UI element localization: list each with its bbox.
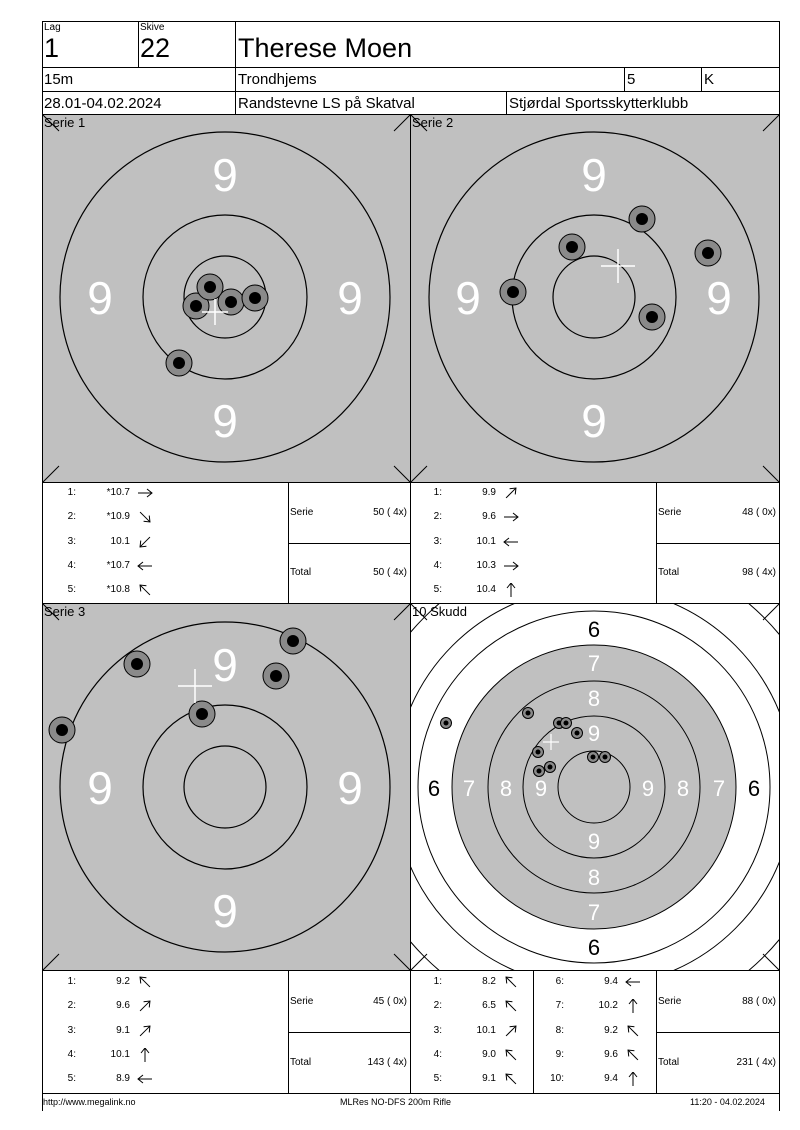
direction-arrow-icon bbox=[624, 1048, 642, 1062]
shot-row bbox=[60, 1073, 170, 1087]
serie-value: 45 ( 0x) bbox=[373, 996, 407, 1007]
shot-number: 3: bbox=[433, 1024, 442, 1036]
shot-number: 4: bbox=[433, 559, 442, 571]
direction-arrow-icon bbox=[136, 975, 154, 989]
shot-number: 5: bbox=[67, 1073, 76, 1085]
shot-number: 1: bbox=[433, 487, 442, 498]
serie-label: Serie bbox=[290, 996, 314, 1007]
shot-number: 3: bbox=[433, 535, 442, 547]
shot-score: 6.5 bbox=[482, 1000, 496, 1012]
total-value: 231 ( 4x) bbox=[736, 1057, 776, 1068]
shot-row bbox=[426, 536, 536, 550]
lag-label: Lag bbox=[44, 22, 61, 33]
shot-score: 9.1 bbox=[482, 1073, 496, 1085]
direction-arrow-icon bbox=[136, 1072, 154, 1086]
shot-row bbox=[548, 1000, 658, 1014]
shot-score: 9.6 bbox=[482, 511, 496, 523]
shot-number: 6: bbox=[555, 976, 564, 987]
serie3-target-svg bbox=[43, 604, 410, 970]
ten-shots-title: 10 Skudd bbox=[412, 604, 467, 619]
direction-arrow-icon bbox=[502, 975, 520, 989]
direction-arrow-icon bbox=[624, 975, 642, 989]
shot-hole bbox=[639, 304, 665, 330]
shot-score: 9.2 bbox=[604, 1024, 618, 1036]
direction-arrow-icon bbox=[502, 1072, 520, 1086]
direction-arrow-icon bbox=[502, 1024, 520, 1038]
ring-label: 6 bbox=[747, 776, 761, 801]
skive-label: Skive bbox=[140, 22, 165, 33]
shot-row bbox=[60, 584, 170, 598]
shot-hole bbox=[49, 717, 75, 743]
footer-timestamp: 11:20 - 04.02.2024 bbox=[690, 1097, 765, 1107]
shot-score: 9.0 bbox=[482, 1048, 496, 1060]
ring-label: 9 bbox=[587, 721, 601, 746]
direction-arrow-icon bbox=[502, 559, 520, 573]
direction-arrow-icon bbox=[502, 583, 520, 597]
direction-arrow-icon bbox=[136, 510, 154, 524]
club-short: Trondhjems bbox=[238, 71, 317, 88]
direction-arrow-icon bbox=[502, 535, 520, 549]
ten-shots-target bbox=[411, 604, 779, 970]
ring-label: 7 bbox=[587, 900, 601, 925]
organizer: Stjørdal Sportsskytterklubb bbox=[509, 95, 689, 112]
shot-number: 1: bbox=[433, 976, 442, 987]
ring-label: 9 bbox=[87, 272, 113, 324]
serie1-target bbox=[43, 115, 410, 482]
ten-shots-target-svg bbox=[411, 604, 779, 970]
serie-label: Serie bbox=[658, 507, 682, 518]
shot-number: 3: bbox=[67, 1024, 76, 1036]
direction-arrow-icon bbox=[136, 559, 154, 573]
ring-label: 9 bbox=[581, 395, 607, 447]
shot-score: 9.9 bbox=[482, 487, 496, 498]
shot-hole bbox=[166, 350, 192, 376]
shot-number: 2: bbox=[67, 511, 76, 523]
shot-number: 4: bbox=[67, 1048, 76, 1060]
shot-number: 1: bbox=[67, 976, 76, 987]
footer-url[interactable]: http://www.megalink.no bbox=[43, 1097, 136, 1107]
shot-hole bbox=[559, 234, 585, 260]
shot-score: 8.9 bbox=[116, 1073, 130, 1085]
ring-label: 9 bbox=[337, 272, 363, 324]
serie-value: 48 ( 0x) bbox=[742, 507, 776, 518]
serie2-title: Serie 2 bbox=[412, 115, 454, 130]
shot-score: 9.6 bbox=[116, 1000, 130, 1012]
footer-program: MLRes NO-DFS 200m Rifle bbox=[340, 1097, 452, 1107]
shot-score: 10.4 bbox=[476, 584, 496, 596]
shot-hole bbox=[280, 628, 306, 654]
shot-score: 8.2 bbox=[482, 976, 496, 987]
shot-row bbox=[60, 1000, 170, 1014]
shot-number: 5: bbox=[433, 584, 442, 596]
shot-hole bbox=[600, 752, 611, 763]
total-label: Total bbox=[290, 567, 312, 578]
ring-label: 7 bbox=[462, 776, 476, 801]
shot-score: *10.9 bbox=[106, 511, 130, 523]
shot-hole bbox=[561, 718, 572, 729]
shot-score: 9.6 bbox=[604, 1048, 618, 1060]
shot-number: 4: bbox=[433, 1048, 442, 1060]
ring-label: 9 bbox=[212, 885, 238, 937]
shot-row bbox=[60, 1025, 170, 1039]
shot-score: *10.7 bbox=[106, 559, 130, 571]
ring-label: 9 bbox=[534, 776, 548, 801]
ring-label: 9 bbox=[455, 272, 481, 324]
shot-score: 10.1 bbox=[110, 1048, 130, 1060]
shot-score: *10.7 bbox=[106, 487, 130, 498]
shot-row bbox=[60, 560, 170, 574]
shot-score: 10.1 bbox=[476, 1024, 496, 1036]
ring-label: 9 bbox=[641, 776, 655, 801]
shot-row bbox=[426, 511, 536, 525]
ring-label: 9 bbox=[212, 395, 238, 447]
ring-label: 9 bbox=[587, 829, 601, 854]
shot-row bbox=[60, 511, 170, 525]
shot-row bbox=[548, 1049, 658, 1063]
serie2-target bbox=[411, 115, 779, 482]
shot-number: 4: bbox=[67, 559, 76, 571]
total-label: Total bbox=[290, 1057, 312, 1068]
shot-hole bbox=[242, 285, 268, 311]
direction-arrow-icon bbox=[136, 999, 154, 1013]
shot-row bbox=[426, 1073, 536, 1087]
shot-row bbox=[426, 560, 536, 574]
ring-label: 6 bbox=[587, 617, 601, 642]
serie1-target-svg bbox=[43, 115, 410, 482]
event-name: Randstevne LS på Skatval bbox=[238, 95, 415, 112]
shot-score: 9.4 bbox=[604, 1073, 618, 1085]
serie-label: Serie bbox=[290, 507, 314, 518]
shot-hole bbox=[545, 762, 556, 773]
shot-score: 9.4 bbox=[604, 976, 618, 987]
direction-arrow-icon bbox=[136, 1024, 154, 1038]
shot-row bbox=[60, 976, 170, 990]
shot-hole bbox=[695, 240, 721, 266]
serie3-title: Serie 3 bbox=[44, 604, 86, 619]
shot-row bbox=[426, 584, 536, 598]
direction-arrow-icon bbox=[136, 583, 154, 597]
shot-score: 10.1 bbox=[110, 535, 130, 547]
shot-number: 8: bbox=[555, 1024, 564, 1036]
ring-label: 6 bbox=[427, 776, 441, 801]
ring-label: 9 bbox=[212, 639, 238, 691]
shot-number: 10: bbox=[550, 1073, 564, 1085]
shot-hole bbox=[263, 663, 289, 689]
shot-score: 9.1 bbox=[116, 1024, 130, 1036]
shot-score: 10.2 bbox=[598, 1000, 618, 1012]
shot-row bbox=[426, 1025, 536, 1039]
shot-score: 10.3 bbox=[476, 559, 496, 571]
class-letter: K bbox=[704, 71, 715, 88]
ring-label: 8 bbox=[676, 776, 690, 801]
ring-label: 8 bbox=[499, 776, 513, 801]
shot-hole bbox=[189, 701, 215, 727]
total-label: Total bbox=[658, 567, 680, 578]
class-number: 5 bbox=[627, 71, 636, 88]
shot-number: 9: bbox=[555, 1048, 564, 1060]
shooter-name: Therese Moen bbox=[238, 33, 413, 63]
direction-arrow-icon bbox=[624, 1072, 642, 1086]
shot-row bbox=[426, 487, 536, 501]
shot-number: 1: bbox=[67, 487, 76, 498]
shot-row bbox=[548, 1073, 658, 1087]
shot-hole bbox=[523, 708, 534, 719]
dates: 28.01-04.02.2024 bbox=[44, 95, 162, 112]
ring-label: 7 bbox=[587, 651, 601, 676]
total-value: 143 ( 4x) bbox=[367, 1057, 407, 1068]
ring-label: 6 bbox=[587, 935, 601, 960]
shot-number: 2: bbox=[67, 1000, 76, 1012]
shot-number: 5: bbox=[67, 584, 76, 596]
ring-label: 9 bbox=[706, 272, 732, 324]
shot-number: 2: bbox=[433, 1000, 442, 1012]
direction-arrow-icon bbox=[502, 510, 520, 524]
direction-arrow-icon bbox=[624, 999, 642, 1013]
ring-label: 9 bbox=[337, 762, 363, 814]
shot-hole bbox=[500, 279, 526, 305]
skive-value: 22 bbox=[140, 33, 171, 63]
shot-hole bbox=[441, 718, 452, 729]
total-value: 98 ( 4x) bbox=[742, 567, 776, 578]
direction-arrow-icon bbox=[624, 1024, 642, 1038]
ring-label: 9 bbox=[212, 149, 238, 201]
shot-score: 10.1 bbox=[476, 535, 496, 547]
shot-score: *10.8 bbox=[106, 584, 130, 596]
serie-label: Serie bbox=[658, 996, 682, 1007]
serie-value: 88 ( 0x) bbox=[742, 996, 776, 1007]
serie3-target bbox=[43, 604, 410, 970]
shot-hole bbox=[629, 206, 655, 232]
serie-value: 50 ( 4x) bbox=[373, 507, 407, 518]
direction-arrow-icon bbox=[136, 486, 154, 500]
ring-label: 8 bbox=[587, 865, 601, 890]
shot-number: 2: bbox=[433, 511, 442, 523]
shot-row bbox=[60, 536, 170, 550]
shot-hole bbox=[124, 651, 150, 677]
serie1-title: Serie 1 bbox=[44, 115, 86, 130]
shot-hole bbox=[197, 274, 223, 300]
shot-hole bbox=[533, 747, 544, 758]
shot-number: 7: bbox=[555, 1000, 564, 1012]
direction-arrow-icon bbox=[502, 1048, 520, 1062]
ring-label: 7 bbox=[712, 776, 726, 801]
shot-hole bbox=[588, 752, 599, 763]
lag-value: 1 bbox=[44, 33, 60, 63]
shot-hole bbox=[534, 766, 545, 777]
shot-hole bbox=[572, 728, 583, 739]
direction-arrow-icon bbox=[136, 1048, 154, 1062]
ring-label: 8 bbox=[587, 686, 601, 711]
ring-label: 9 bbox=[87, 762, 113, 814]
shot-row bbox=[426, 1000, 536, 1014]
direction-arrow-icon bbox=[502, 486, 520, 500]
shot-row bbox=[548, 1025, 658, 1039]
shot-number: 3: bbox=[67, 535, 76, 547]
total-label: Total bbox=[658, 1057, 680, 1068]
total-value: 50 ( 4x) bbox=[373, 567, 407, 578]
direction-arrow-icon bbox=[502, 999, 520, 1013]
shot-row bbox=[60, 1049, 170, 1063]
serie2-target-svg bbox=[411, 115, 779, 482]
shot-row bbox=[426, 1049, 536, 1063]
shot-row bbox=[60, 487, 170, 501]
shot-number: 5: bbox=[433, 1073, 442, 1085]
shot-score: 9.2 bbox=[116, 976, 130, 987]
shot-row bbox=[426, 976, 536, 990]
ring-label: 9 bbox=[581, 149, 607, 201]
direction-arrow-icon bbox=[136, 535, 154, 549]
shot-row bbox=[548, 976, 658, 990]
distance: 15m bbox=[44, 71, 74, 88]
